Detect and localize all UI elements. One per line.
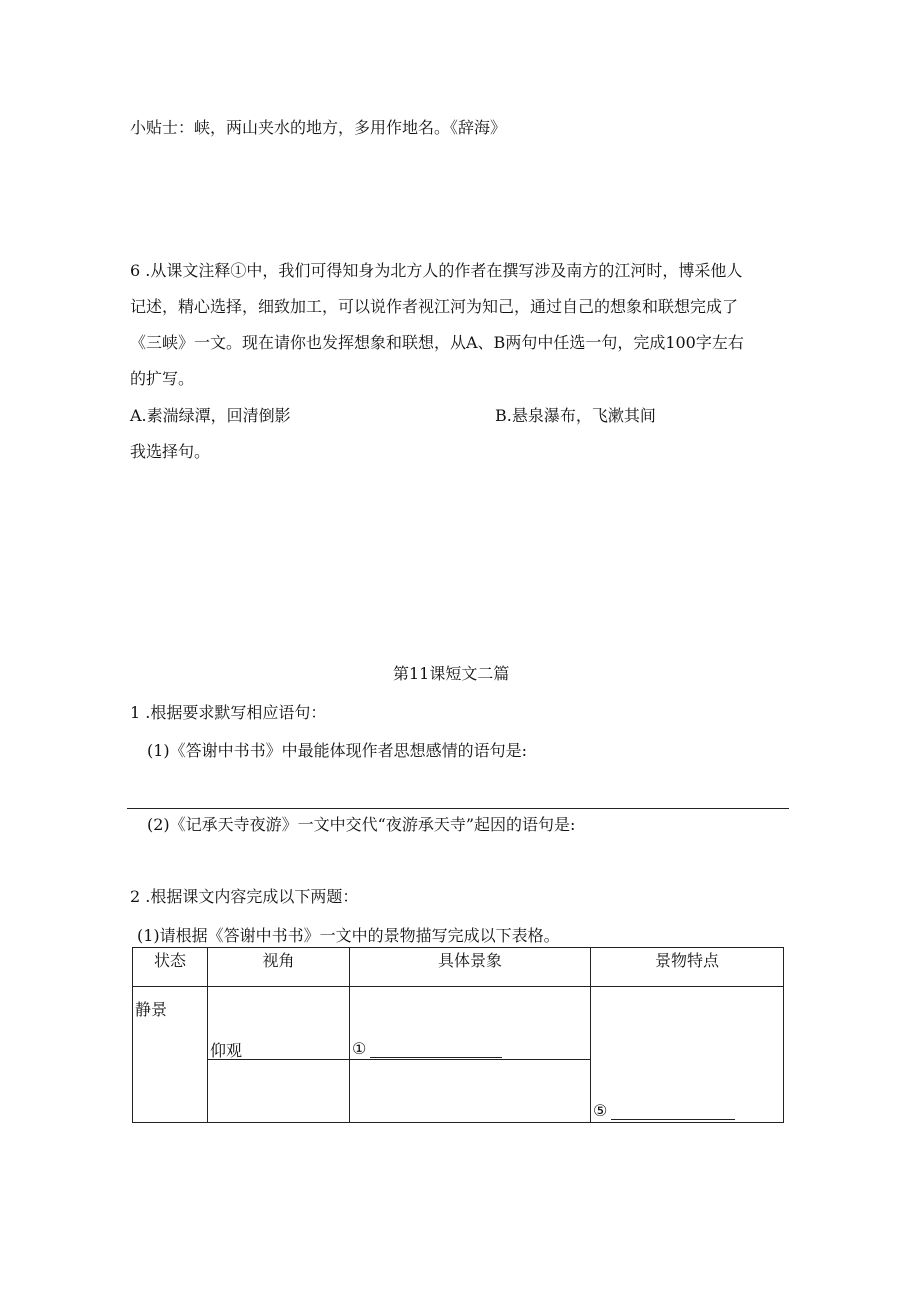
view-cell-1 bbox=[208, 987, 350, 1060]
scenery-table bbox=[132, 947, 784, 1123]
scene-cell-1[interactable] bbox=[350, 987, 591, 1060]
lesson-title: 第11课短文二篇 bbox=[393, 664, 510, 683]
lesson-q1-sub1: (1)《答谢中书书》中最能体现作者思想感情的语句是: bbox=[147, 741, 528, 760]
tip-text: 小贴士：峡，两山夹水的地方，多用作地名。《辞海》 bbox=[130, 118, 507, 137]
feature-cell[interactable] bbox=[591, 987, 784, 1123]
option-a: A.素湍绿潭，回清倒影 bbox=[130, 406, 291, 425]
question-6-line-1: 6 .从课文注释①中，我们可得知身为北方人的作者在撰写涉及南方的江河时，博采他人 bbox=[130, 261, 743, 280]
question-6-line-3: 《三峡》一文。现在请你也发挥想象和联想，从A、B两句中任选一句，完成100字左右 bbox=[130, 333, 744, 352]
lesson-q1-sub2: (2)《记承天寺夜游》一文中交代“夜游承天寺”起因的语句是: bbox=[147, 815, 576, 834]
view-label: 仰观 bbox=[210, 1041, 243, 1060]
scene-cell-2[interactable] bbox=[350, 1060, 591, 1123]
state-label: 静景 bbox=[135, 1000, 168, 1019]
header-feature: 景物特点 bbox=[591, 948, 784, 987]
answer-line[interactable] bbox=[127, 808, 789, 809]
question-6-line-2: 记述，精心选择，细致加工，可以说作者视江河为知己，通过自己的想象和联想完成了 bbox=[130, 297, 739, 316]
table-row bbox=[133, 987, 784, 1060]
blank-marker-5: ⑤ bbox=[593, 1101, 608, 1120]
blank-line-1[interactable] bbox=[370, 1043, 502, 1058]
option-b: B.悬泉瀑布，飞漱其间 bbox=[495, 406, 656, 425]
lesson-q2-sub1: (1)请根据《答谢中书书》一文中的景物描写完成以下表格。 bbox=[137, 926, 560, 945]
state-cell bbox=[133, 987, 208, 1123]
blank-marker-1: ① bbox=[352, 1039, 367, 1058]
table-header-row bbox=[133, 948, 784, 987]
lesson-q1-prompt: 1 .根据要求默写相应语句： bbox=[130, 703, 327, 722]
choice-line: 我选择句。 bbox=[130, 442, 211, 461]
lesson-q2-prompt: 2 .根据课文内容完成以下两题： bbox=[130, 887, 359, 906]
blank-line-5[interactable] bbox=[611, 1105, 735, 1120]
view-cell-2[interactable] bbox=[208, 1060, 350, 1123]
header-state: 状态 bbox=[133, 948, 208, 987]
header-view: 视角 bbox=[208, 948, 350, 987]
header-scene: 具体景象 bbox=[350, 948, 591, 987]
question-6-line-4: 的扩写。 bbox=[130, 369, 195, 388]
